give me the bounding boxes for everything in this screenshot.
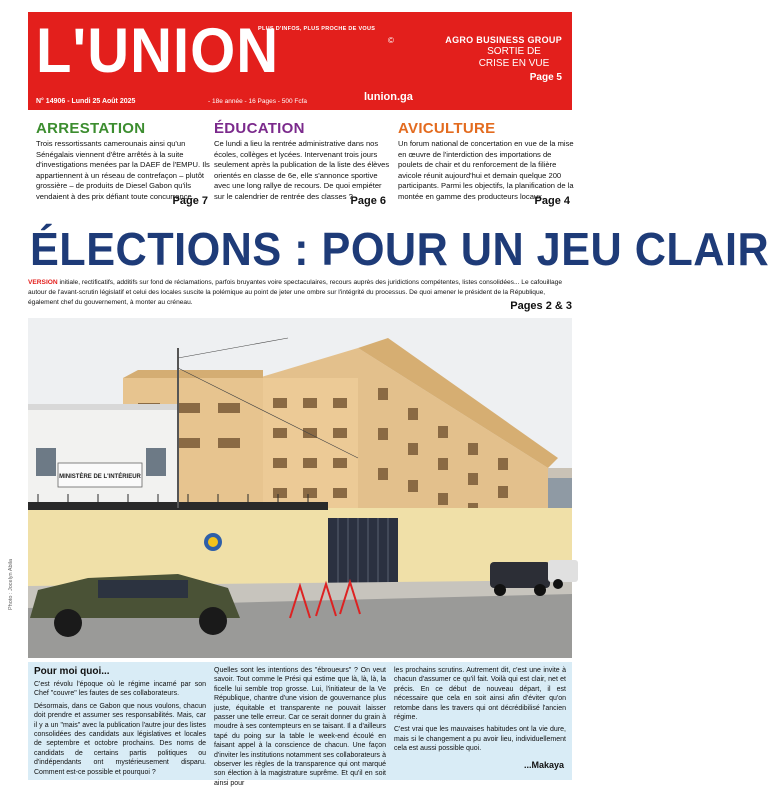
teaser-text: Ce lundi a lieu la rentrée administrative dans nos écoles, collèges et lycées. Intervenant trois jours seulement après la publication de la liste des élèves orientés en classe de 6e, elle s'annonce sportive avec une long rallye de recours. De quoi empiéter sur le calendrier de rentrée des classes ? — [214, 139, 390, 201]
edition-info: - 18e année - 16 Pages - 500 Fcfa — [208, 98, 308, 105]
editorial-paragraph: Désormais, dans ce Gabon que nous voulons, chacun doit prendre et assumer ses responsabilités. Mais, car il y a un "mais" avec la publication l'autre jour des listes consolidées des candidats aux législatives et locales de septembre et octobre prochains. Des noms de candidats de certains partis politiques ou d'indépendants ont mystérieusement disparu. Comment est-ce possible et pourquoi ? — [34, 702, 206, 776]
gatehouse-window — [146, 448, 166, 476]
teaser-row — [28, 120, 572, 212]
promo-box[interactable] — [422, 34, 562, 84]
editorial-paragraph: les prochains scrutins. Autrement dit, c'est une invite à chacun d'assumer ce qu'il fait. Voilà qui est clair, net et précis. En ce début de nouveau départ, il est nécessaire que cela en soit ainsi afin d'éviter qu'on retombe dans les travers qui ont décrédibilisé l'ancien régime. — [394, 667, 566, 722]
promo-page: Page 5 — [529, 72, 562, 83]
main-headline[interactable]: ÉLECTIONS : POUR UN JEU CLAIR — [30, 223, 769, 275]
editorial-paragraph: Quelles sont les intentions des "ébroueurs" ? On veut savoir. Tout comme le Prési qui estime que là, là, là, la ficelle lui semble trop grosse. Lui, l'initiateur de la Ve République, chantre d'une vision de gouvernance plus juste, équitable et transparente ne pouvait laisser passer une telle erreur. Car ce serait donner du grain à moudre à ses contempteurs en se taisant. Il a d'ailleurs tapé du poing sur la table le week-end écoulé en faisant appel à la conscience de chacun. Une façon d'inviter les institutions notamment ses collaborateurs à observer les règles de la transparence qui ont marqué son élection à la magistrature suprême. Et qu'il en soit ainsi pour — [214, 667, 386, 787]
masthead — [28, 12, 572, 110]
ministry-sign-text: MINISTÈRE DE L'INTÉRIEUR — [59, 474, 141, 480]
teaser-title: AVICULTURE — [398, 120, 496, 137]
editorial-signature: ...Makaya — [523, 760, 564, 770]
teaser-education[interactable] — [214, 120, 390, 207]
front-photo — [28, 318, 572, 658]
teaser-page: Page 6 — [350, 195, 386, 207]
teaser-title: ÉDUCATION — [214, 120, 305, 137]
headline-lead — [28, 278, 574, 308]
teaser-text: Trois ressortissants camerounais ainsi qu'un Sénégalais viennent d'être arrêtés à la suite d'investigations menées par la DAEF de l'EMPU. Ils appartiennent à un réseau de contrefaçon – plutôt grossière – de produits de Diesel Gabon qu'ils vendaient à des prix défiant toute concurrence. — [36, 139, 210, 201]
teaser-page: Page 7 — [172, 195, 208, 207]
editorial-paragraph: C'est vrai que les mauvaises habitudes ont la vie dure, mais si le changement a pu avoir lieu, individuellement cela est aussi possible quoi. — [394, 726, 566, 753]
website-link[interactable]: lunion.ga — [364, 91, 413, 103]
lead-keyword: VERSION — [28, 279, 58, 286]
lead-text: initiale, rectificatifs, additifs sur fond de réclamations, parfois bruyantes voire spectaculaires, recours auprès des juridictions compétentes, listes consolidées... Le cafouillage autour de l'avant-scrutin législatif et celui des locales suscite la polémique au point de jeter une ombre sur l'intégrité du processus. De quoi amener le président de la République, également chef du gouvernement, à monter au créneau. — [28, 279, 562, 306]
teaser-aviculture[interactable] — [398, 120, 574, 207]
editorial-paragraph: C'est révolu l'époque où le régime incarné par son Chef "couvre" les fautes de ses collaborateurs. — [34, 681, 206, 698]
teaser-text: Un forum national de concertation en vue de la mise en œuvre de l'interdiction des importations de poulets de chair et du renforcement de la filière avicole réunit aujourd'hui et demain quelque 200 participants. Parmi les objectifs, la planification de la montée en gamme des producteurs locaux. — [398, 139, 574, 201]
promo-subtitle: SORTIE DE CRISE EN VUE — [478, 46, 550, 69]
teaser-page: Page 4 — [534, 195, 570, 207]
left-building-roof — [123, 370, 263, 378]
headline-pages: Pages 2 & 3 — [510, 300, 572, 312]
ministry-building-illustration — [28, 318, 572, 658]
photo-credit: Photo : Jocelyn Abila — [8, 558, 14, 610]
editorial-column-3 — [394, 666, 566, 757]
promo-title: AGRO BUSINESS GROUP — [445, 35, 562, 45]
editorial-column-1 — [34, 680, 206, 780]
issue-info: N° 14906 - Lundi 25 Août 2025 — [36, 98, 136, 105]
tagline: PLUS D'INFOS, PLUS PROCHE DE VOUS — [258, 26, 376, 32]
editorial-box — [28, 662, 572, 787]
editorial-column-2 — [214, 666, 386, 791]
gatehouse-window — [36, 448, 56, 476]
teaser-title: ARRESTATION — [36, 120, 146, 137]
emblem-center — [208, 537, 218, 547]
editorial-title[interactable]: Pour moi quoi... — [34, 666, 110, 677]
registered-mark: © — [388, 36, 394, 45]
teaser-arrestation[interactable] — [36, 120, 212, 207]
newspaper-logo[interactable]: L'UNION — [36, 16, 280, 87]
gatehouse-roof — [28, 404, 178, 410]
